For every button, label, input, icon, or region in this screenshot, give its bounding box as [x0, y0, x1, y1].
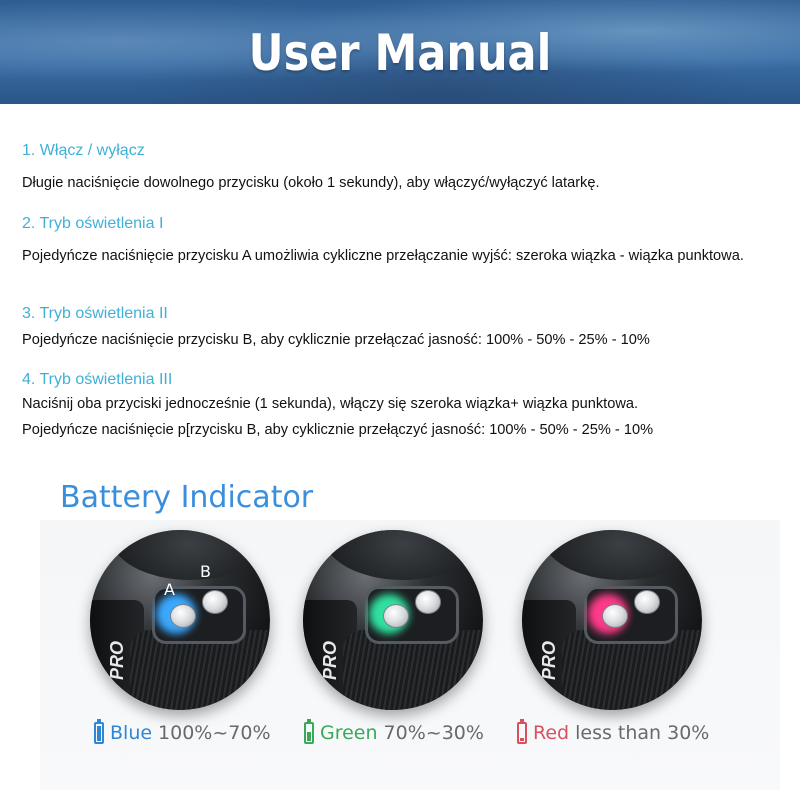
button-b [202, 590, 228, 614]
button-b [634, 590, 660, 614]
button-b-label: B [200, 562, 211, 581]
legend-green [304, 722, 484, 744]
section-heading: 3. Tryb oświetlenia II [22, 305, 168, 322]
section-text: Pojedyńcze naciśnięcie przycisku A umożliwia cykliczne przełączanie wyjść: szeroka wiązka - wiązka punktowa. [22, 248, 744, 264]
section-heading: 1. Włącz / wyłącz [22, 142, 145, 159]
legend-color-name: Red [533, 722, 570, 744]
legend-range: less than 30% [575, 722, 710, 744]
torch-red-image [522, 530, 702, 710]
button-a [383, 604, 409, 628]
section-text: Pojedyńcze naciśnięcie przycisku B, aby cyklicznie przełączać jasność: 100% - 50% - 25% - 10% [22, 332, 650, 348]
section-mode-2 [22, 305, 782, 353]
torch-logo: PRO [320, 640, 341, 681]
battery-full-icon [94, 722, 104, 744]
section-text: Pojedyńcze naciśnięcie p[rzycisku B, aby cyklicznie przełączyć jasność: 100% - 50% - 25% - 10% [22, 422, 654, 438]
section-mode-3 [22, 371, 782, 443]
button-b [415, 590, 441, 614]
battery-title: Battery Indicator [60, 480, 314, 515]
section-power [22, 142, 782, 196]
section-text: Długie naciśnięcie dowolnego przycisku (około 1 sekundy), aby włączyć/wyłączyć latarkę. [22, 175, 600, 191]
button-a [602, 604, 628, 628]
legend-color-name: Green [320, 722, 378, 744]
torch-blue-image [90, 530, 270, 710]
section-text: Naciśnij oba przyciski jednocześnie (1 sekunda), włączy się szeroka wiązka+ wiązka punktowa. [22, 396, 639, 412]
torch-logo: PRO [107, 640, 128, 681]
torch-green-image [303, 530, 483, 710]
legend-range: 70%~30% [383, 722, 484, 744]
battery-low-icon [517, 722, 527, 744]
legend-color-name: Blue [110, 722, 153, 744]
legend-blue [94, 722, 271, 744]
button-a [170, 604, 196, 628]
button-a-label: A [164, 580, 175, 599]
page-title: User Manual [248, 24, 552, 82]
header-banner [0, 0, 800, 104]
section-mode-1 [22, 215, 782, 269]
section-heading: 4. Tryb oświetlenia III [22, 371, 173, 388]
legend-range: 100%~70% [158, 722, 271, 744]
battery-half-icon [304, 722, 314, 744]
legend-red [517, 722, 709, 744]
torch-logo: PRO [539, 640, 560, 681]
section-heading: 2. Tryb oświetlenia I [22, 215, 164, 232]
